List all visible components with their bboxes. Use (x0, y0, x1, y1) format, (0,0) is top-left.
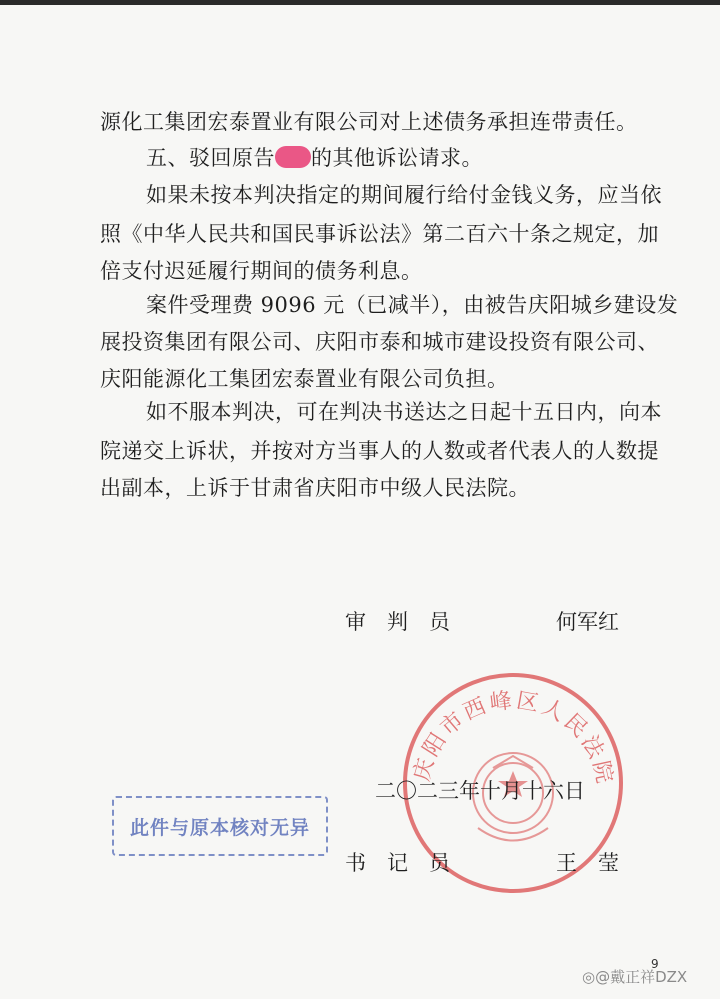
text-line: 照《中华人民共和国民事诉讼法》第二百六十条之规定，加 (100, 222, 659, 246)
redaction-mark (275, 146, 311, 168)
text-line: 如果未按本判决指定的期间履行给付金钱义务，应当依 (146, 183, 662, 207)
text-line: 如不服本判决，可在判决书送达之日起十五日内，向本 (146, 400, 662, 424)
page-number: 9 (651, 957, 659, 971)
judge-name: 何军红 (556, 610, 619, 634)
text-fragment: 五、驳回原告 (146, 146, 275, 170)
stamp-text: 此件与原本核对无异 (129, 816, 310, 839)
text-line (146, 143, 716, 173)
verification-stamp (112, 796, 328, 856)
weibo-watermark: ◎@戴正祥DZX (582, 968, 688, 986)
text-line: 院递交上诉状，并按对方当事人的人数或者代表人的人数提 (100, 439, 659, 463)
judge-title: 审 判 员 (345, 610, 450, 634)
text-line: 展投资集团有限公司、庆阳市泰和城市建设投资有限公司、 (100, 330, 659, 354)
text-line: 倍支付迟延履行期间的债务利息。 (100, 259, 423, 283)
text-line: 源化工集团宏泰置业有限公司对上述债务承担连带责任。 (100, 110, 638, 134)
text-line: 案件受理费 9096 元（已减半），由被告庆阳城乡建设发 (146, 293, 679, 317)
text-line: 庆阳能源化工集团宏泰置业有限公司负担。 (100, 367, 509, 391)
svg-text:庆阳市西峰区人民法院: 庆阳市西峰区人民法院 (409, 688, 618, 789)
text-fragment: 的其他诉讼请求。 (311, 146, 483, 170)
clerk-title: 书 记 员 (345, 851, 450, 875)
judgment-date: 二〇二三年十月十六日 (375, 779, 585, 803)
clerk-name: 王 莹 (556, 851, 619, 875)
text-line: 出副本，上诉于甘肃省庆阳市中级人民法院。 (100, 476, 530, 500)
